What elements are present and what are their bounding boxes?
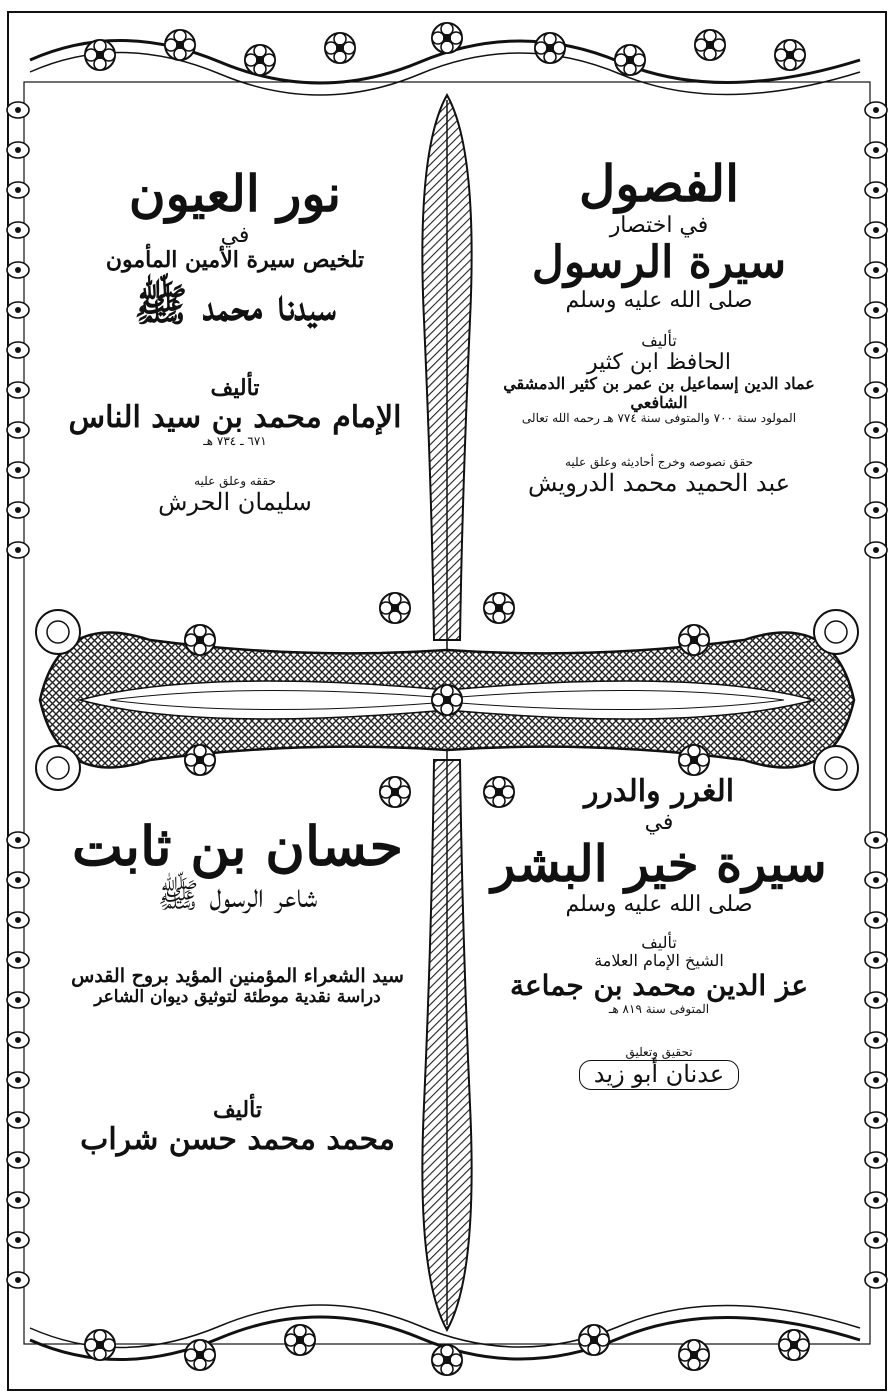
author-dates: المولود سنة ٧٠٠ والمتوفى سنة ٧٧٤ هـ رحمه الله تعالى <box>521 411 797 426</box>
author-name: الإمام محمد بن سيد الناس <box>68 399 402 435</box>
author-dates: المتوفى سنة ٨١٩ هـ <box>608 1001 710 1016</box>
salawat: صلى الله عليه وسلم <box>565 892 753 918</box>
author-full-name: عماد الدين إسماعيل بن عمر بن كثير الدمشقي الشافعي <box>503 374 815 412</box>
title-connector: في اختصار <box>609 212 709 238</box>
authorship-label: تأليف <box>641 932 677 952</box>
authorship-label: تأليف <box>641 330 677 350</box>
author-dates: ٦٧١ ـ ٧٣٤ هـ <box>203 434 267 449</box>
editor-label: حققه وعلق عليه <box>194 474 276 489</box>
title-connector: في <box>644 809 674 835</box>
authorship-label: تأليف <box>213 1096 262 1123</box>
editor-label: تحقيق وتعليق <box>625 1045 693 1060</box>
book-subtitle: تلخيص سيرة الأمين المأمون <box>105 246 365 273</box>
editor-name: سليمان الحرش <box>158 488 312 517</box>
title-connector: في <box>220 222 250 248</box>
book-title: حسان بن ثابت <box>72 814 403 878</box>
panel-top-right <box>478 155 840 497</box>
panel-bottom-left <box>55 815 420 1157</box>
book-subject: سيرة الرسول <box>531 236 787 288</box>
editor-name: عبد الحميد محمد الدرويش <box>527 468 791 497</box>
author-short-name: الحافظ ابن كثير <box>587 350 731 376</box>
book-subject: سيرة خير البشر <box>491 833 827 893</box>
editor-label: حقق نصوصه وخرج أحاديثه وعلق عليه <box>565 454 753 469</box>
author-name: عز الدين محمد بن جماعة <box>509 969 809 1003</box>
author-name: محمد محمد حسن شراب <box>80 1121 395 1157</box>
book-title: الغرر والدرر <box>583 774 735 809</box>
book-title: نور العيون <box>128 164 342 223</box>
book-subject: سيدنا محمد ﷺ <box>134 280 336 332</box>
panel-bottom-right <box>478 775 840 1090</box>
editor-name: عدنان أبو زيد <box>579 1060 739 1090</box>
authorship-label: تأليف <box>210 374 260 401</box>
description-line-2: دراسة نقدية موطئة لتوثيق ديوان الشاعر <box>94 987 381 1008</box>
book-subtitle: شاعر الرسول ﷺ <box>157 876 318 917</box>
book-title: الفصول <box>579 154 739 213</box>
panel-top-left <box>60 165 410 517</box>
author-honorific: الشيخ الإمام العلامة <box>594 950 724 970</box>
description-line-1: سيد الشعراء المؤمنين المؤيد بروح القدس <box>71 965 404 988</box>
salawat: صلى الله عليه وسلم <box>565 288 753 314</box>
